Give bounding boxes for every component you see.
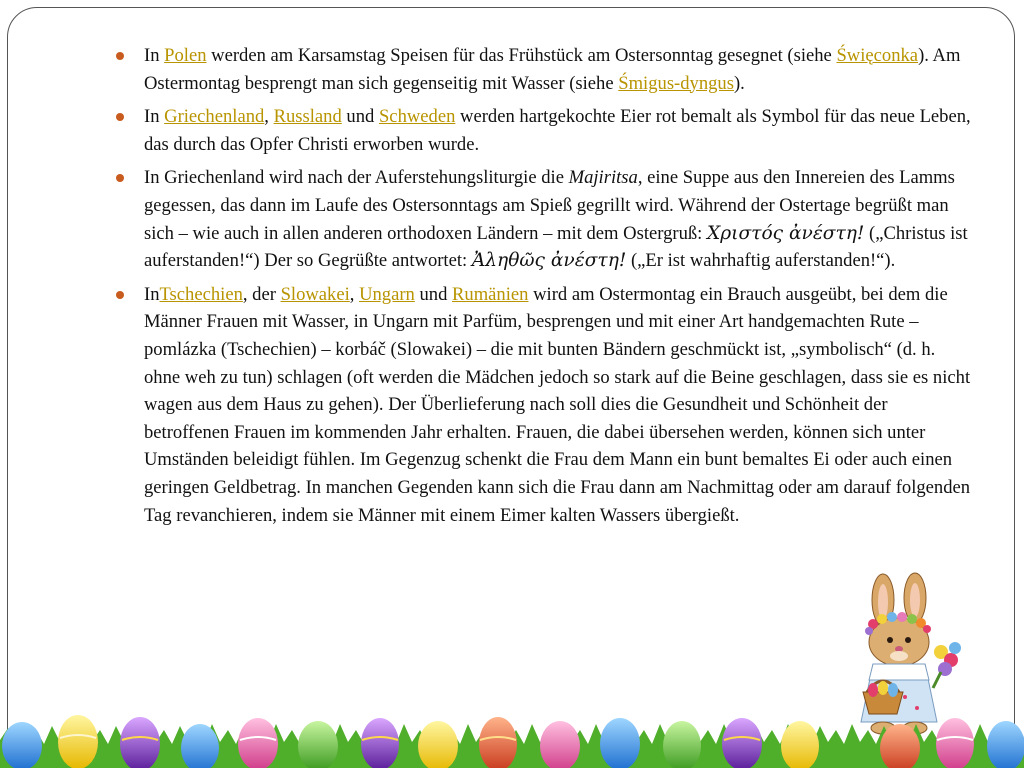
greek-greeting: Χριστός ἀνέστη! (707, 222, 865, 244)
bullet-dot-icon (116, 52, 124, 60)
text: ). Am Ostermontag besprengt man sich gegenseitig mit Wasser (siehe (144, 45, 961, 94)
link-ungarn[interactable]: Ungarn (359, 283, 415, 305)
text: werden hartgekochte Eier rot bemalt als Symbol für das neue Leben, das durch das Opfer Christi erworben wurde. (144, 106, 971, 155)
bullet-dot-icon (116, 113, 124, 121)
text: werden am Karsamstag Speisen für das Frühstück am Ostersonntag gesegnet (siehe (206, 45, 837, 66)
bullet-paragraph-brauch (112, 281, 972, 529)
text: In (144, 106, 165, 128)
text: ). (733, 72, 745, 94)
text: In (144, 283, 160, 305)
easter-egg-border-icon (0, 700, 1024, 768)
link-polen[interactable]: Polen (164, 45, 207, 66)
link-swieconka[interactable]: Święconka (836, 45, 919, 66)
link-tschechien[interactable]: Tschechien (159, 283, 243, 305)
majiritsa-term: Majiritsa (568, 167, 638, 189)
text: , eine Suppe aus den Innereien des Lamms gegessen, das dann im Laufe des Ostersonntags am Spieß gegrillt wird. Während der Ostertage begrüßt man sich – wie auch in allen anderen orthodoxen Ländern – mit dem Ostergruß: (144, 167, 955, 244)
text: („Er ist wahrhaftig auferstanden!“). (626, 250, 896, 272)
bullet-dot-icon (116, 174, 124, 182)
text: , der (242, 283, 281, 305)
slide-content (112, 42, 972, 535)
text: wird am Ostermontag ein Brauch ausgeübt, bei dem die Männer Frauen mit Wasser, in Ungarn mit Parfüm, besprengen und mit einer Art handgemachten Rute – pomlázka (Tschechien) – korbáč (Slowakei) – die mit bunten Bändern geschmückt ist, „symbolisch“ (d. h. ohne weh zu tun) schlagen (oft werden die Mädchen jedoch so stark auf die Beine geschlagen, dass sie es nicht wagen aus dem Haus zu gehen). Der Überlieferung nach soll dies die Gesundheit und Schönheit der betroffenen Frauen im kommenden Jahr erhalten. Frauen, die dabei übersehen werden, können sich unter Umständen beleidigt fühlen. Im Gegenzug schenkt die Frau dem Mann ein bunt bemaltes Ei oder auch einen geringen Geldbetrag. In manchen Gegenden kann sich die Frau dann am Nachmittag oder am darauf folgenden Tag revanchieren, indem sie Männer mit einem Eimer kalten Wassers übergießt. (144, 283, 971, 526)
text: , (349, 283, 360, 305)
text: („Christus ist auferstanden!“) Der so Gegrüßte antwortet: (144, 222, 968, 272)
link-griechenland[interactable]: Griechenland (164, 106, 265, 128)
text: In (144, 45, 165, 66)
link-smigus-dyngus[interactable]: Śmigus-dyngus (618, 72, 734, 94)
bullet-paragraph-griechenland (112, 164, 972, 274)
bullet-paragraph-eier (112, 103, 972, 158)
link-russland[interactable]: Russland (273, 106, 342, 128)
text: und (341, 106, 379, 128)
text: und (414, 283, 453, 305)
link-slowakei[interactable]: Slowakei (280, 283, 350, 305)
link-rumaenien[interactable]: Rumänien (452, 283, 529, 305)
bullet-dot-icon (116, 291, 124, 299)
link-schweden[interactable]: Schweden (378, 106, 456, 128)
greek-response: Ἀληθῶς ἀνέστη! (471, 250, 627, 272)
text: , (264, 106, 274, 128)
bullet-paragraph-polen (112, 42, 972, 97)
text: In Griechenland wird nach der Auferstehungsliturgie die (144, 167, 569, 189)
